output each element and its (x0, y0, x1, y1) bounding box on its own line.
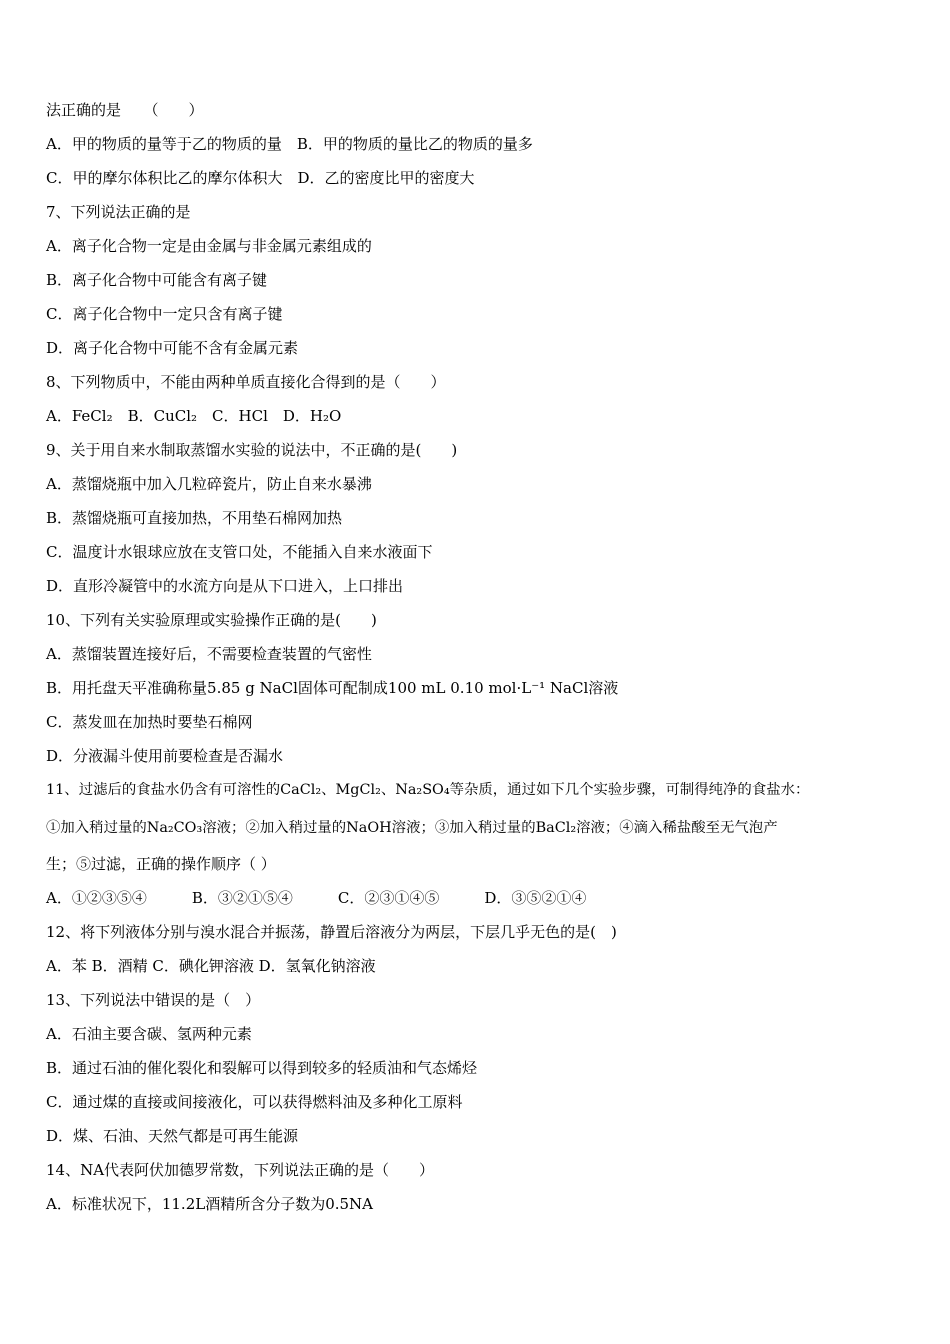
question-11-options: A．①②③⑤④ B．③②①⑤④ C．②③①④⑤ D．③⑤②①④ (46, 889, 587, 907)
question-6-options-ab: A．甲的物质的量等于乙的物质的量 B．甲的物质的量比乙的物质的量多 (46, 135, 533, 153)
question-6-stem-tail: 法正确的是 （ ） (46, 101, 204, 119)
question-11-stem-line2: ①加入稍过量的Na₂CO₃溶液；②加入稍过量的NaOH溶液；③加入稍过量的BaCl₂溶液；④滴入稀盐酸至无气泡产 (46, 820, 778, 836)
question-9-stem: 9、关于用自来水制取蒸馏水实验的说法中，不正确的是( ) (46, 441, 458, 459)
question-13-option-a: A．石油主要含碳、氢两种元素 (46, 1025, 252, 1043)
question-7-option-c: C．离子化合物中一定只含有离子键 (46, 305, 283, 323)
question-13-option-c: C．通过煤的直接或间接液化，可以获得燃料油及多种化工原料 (46, 1093, 463, 1111)
question-10-option-d: D．分液漏斗使用前要检查是否漏水 (46, 747, 284, 765)
question-9-option-c: C．温度计水银球应放在支管口处，不能插入自来水液面下 (46, 543, 433, 561)
question-10-option-b: B．用托盘天平准确称量5.85 g NaCl固体可配制成100 mL 0.10 mol·L⁻¹ NaCl溶液 (46, 679, 619, 697)
question-11-stem-line3: 生；⑤过滤，正确的操作顺序（ ） (46, 855, 276, 873)
question-12-stem: 12、将下列液体分别与溴水混合并振荡，静置后溶液分为两层，下层几乎无色的是( ) (46, 923, 617, 941)
question-13-option-d: D．煤、石油、天然气都是可再生能源 (46, 1127, 299, 1145)
question-13-option-b: B．通过石油的催化裂化和裂解可以得到较多的轻质油和气态烯烃 (46, 1059, 478, 1077)
question-9-option-a: A．蒸馏烧瓶中加入几粒碎瓷片，防止自来水暴沸 (46, 475, 372, 493)
question-8-stem: 8、下列物质中，不能由两种单质直接化合得到的是（ ） (46, 373, 446, 391)
question-14-stem: 14、NA代表阿伏加德罗常数，下列说法正确的是（ ） (46, 1161, 435, 1179)
question-7-option-b: B．离子化合物中可能含有离子键 (46, 271, 268, 289)
question-9-option-d: D．直形冷凝管中的水流方向是从下口进入，上口排出 (46, 577, 404, 595)
question-8-options: A．FeCl₂ B．CuCl₂ C．HCl D．H₂O (46, 407, 342, 425)
question-14-option-a: A．标准状况下，11.2L酒精所含分子数为0.5NA (46, 1195, 374, 1213)
question-13-stem: 13、下列说法中错误的是（ ） (46, 991, 261, 1009)
question-7-option-d: D．离子化合物中可能不含有金属元素 (46, 339, 299, 357)
question-7-option-a: A．离子化合物一定是由金属与非金属元素组成的 (46, 237, 372, 255)
question-9-option-b: B．蒸馏烧瓶可直接加热，不用垫石棉网加热 (46, 509, 343, 527)
question-10-option-c: C．蒸发皿在加热时要垫石棉网 (46, 713, 253, 731)
question-10-option-a: A．蒸馏装置连接好后，不需要检查装置的气密性 (46, 645, 372, 663)
question-12-options: A．苯 B．酒精 C．碘化钾溶液 D．氢氧化钠溶液 (46, 957, 376, 975)
question-10-stem: 10、下列有关实验原理或实验操作正确的是( ) (46, 611, 377, 629)
question-7-stem: 7、下列说法正确的是 (46, 203, 191, 221)
question-6-options-cd: C．甲的摩尔体积比乙的摩尔体积大 D．乙的密度比甲的密度大 (46, 169, 475, 187)
question-11-stem-line1: 11、过滤后的食盐水仍含有可溶性的CaCl₂、MgCl₂、Na₂SO₄等杂质，通过如下几个实验步骤，可制得纯净的食盐水： (46, 782, 810, 798)
